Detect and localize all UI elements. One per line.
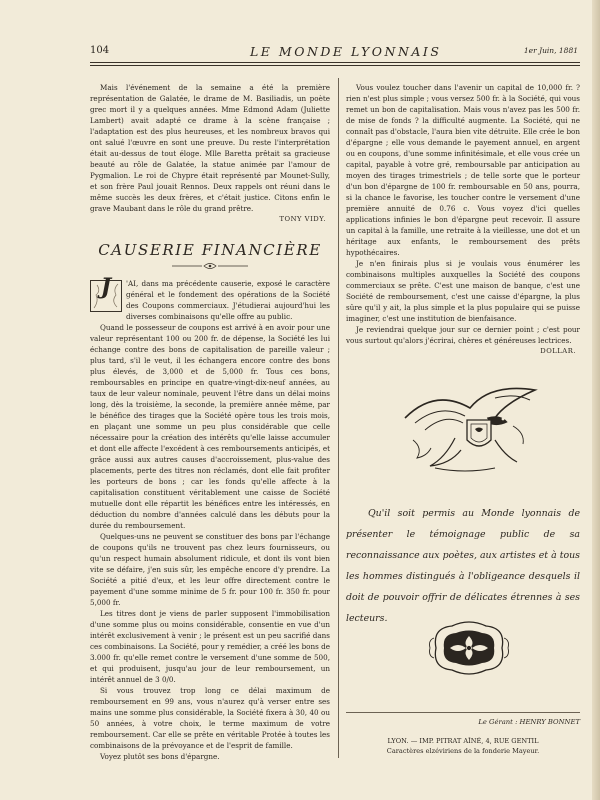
drop-cap-letter: J [100, 274, 112, 300]
typeface-credit: Caractères elzéviriens de la fonderie Mayeur. [386, 747, 540, 755]
section-heading: CAUSERIE FINANCIÈRE [98, 241, 322, 259]
journal-title: LE MONDE LYONNAIS [250, 44, 442, 59]
page-number: 104 [90, 45, 110, 56]
drop-cap-frame-icon [90, 274, 122, 312]
financial-signature: DOLLAR. [540, 347, 576, 355]
footer-rule [346, 712, 580, 713]
article-continued-paragraph-1: Vous voulez toucher dans l'avenir un capital de 10,000 fr. ? rien n'est plus simple ; vous versez 500 fr. à la Société, qui vous remet un bon de capitalisation. Mais vous n'avez pas les 500 fr. de mise de fonds ? la difficulté augmente. La Société, qui ne connaît pas d'obstacle, l'aura bien vite détruite. Elle crée le bon d'épargne ; elle vous demande le payement annuel, en argent ou en coupons, d'une somme infinitésimale, et elle vous crée un capital, payable à votre gré, remboursable par anticipation au moyen des tirages trimestriels ; de telle sorte que le porteur d'un bon d'épargne de 100 fr. remboursable en 50 ans, pourra, si la chance le favorise, les toucher contre le versement d'une première annuité de 0.76 c. Vous voyez d'ici quelles applications infinies le bon d'épargne peut recevoir. Il assure un capital à la famille, une retraite à la vieillesse, une dot et un héritage aux enfants, le remboursement des prêts hypothécaires. [346, 83, 580, 257]
running-header [90, 44, 580, 60]
theatre-signature: TONY VIDY. [279, 215, 326, 223]
issue-date: 1er Juin, 1881 [523, 46, 578, 55]
printer-imprint [346, 736, 580, 756]
header-rule-bottom [90, 65, 580, 66]
header-rule-top [90, 62, 580, 63]
printer-address: LYON. — IMP. PITRAT AÎNÉ, 4, RUE GENTIL [387, 737, 539, 745]
article-paragraph-3: Quelques-uns ne peuvent se constituer des bons par l'échange de coupons qu'ils ne trouvent pas chez leurs fournisseurs, ou qu'un respect humain absolument ridicule, et dont ils vont bien vite se défaire, j'en suis sûr, les empêche encore d'y prendre. La Société a pitié d'eux, et les leur offre directement contre le payement d'une somme minime de 5 fr. pour 100 fr. 350 fr. pour 5,000 fr. [90, 532, 330, 607]
article-paragraph-4: Les titres dont je viens de parler supposent l'immobilisation d'une somme plus ou moins considérable, consentie en vue d'un intérêt exclusivement à venir ; le présent est un peu sacrifié dans ces combinaisons. La Société, pour y remédier, a créé les bons de 3.000 fr. qu'elle remet contre le versement d'une somme de 500, et qui produisent, jusqu'au jour de leur remboursement, un intérêt annuel de 3 0/0. [90, 609, 330, 684]
article-continued-paragraph-2: Je n'en finirais plus si je voulais vous énumérer les combinaisons multiples auxquelles la Société des coupons commerciaux se prête. C'est une maison de banque, c'est une Société de remboursement, c'est une caisse d'épargne, la plus sûre qu'il y ait, la plus simple et la plus populaire qui se puisse imaginer, c'est une institution de bienfaisance. [346, 259, 580, 323]
gratitude-notice-text: Qu'il soit permis au Monde lyonnais de présenter le témoignage public de sa reconnaissance aux poètes, aux artistes et à tous les hommes distingués à l'obligeance desquels il doit de pouvoir offrir de délicates étrennes à ses lecteurs. [346, 508, 580, 624]
griffin-coat-of-arms-icon [395, 378, 545, 482]
right-column [346, 82, 580, 357]
article-paragraph-5: Si vous trouvez trop long ce délai maximum de remboursement en 99 ans, vous n'aurez qu'à verser entre ses mains une somme plus considérable, la Société fixera à 30, 40 ou 50 années, à votre choix, le terme maximum de votre remboursement. Car elle se prête en véritable Protée à toutes les combinaisons de la prévoyance et de l'esprit de famille. [90, 686, 330, 750]
article-paragraph-1: 'AI, dans ma précédente causerie, exposé le caractère général et le fondement des opérations de la Société des Coupons commerciaux. J'étudierai aujourd'hui les diverses combinaisons qu'elle offre au public. [126, 279, 330, 321]
theatre-review-paragraph: Mais l'événement de la semaine a été la première représentation de Galatée, le drame de M. Basiliadis, un poète grec mort il y a quelques années. Mme Edmond Adam (Juliette Lambert) avait adapté ce drame à la scène française ; l'adaptation est des plus heureuses, et les nombreux bravos qui ont salué l'œuvre en sont une preuve. Du reste l'interprétation était au-dessus de tout éloge. Mlle Baretta prêtait sa gracieuse beauté au rôle de Galatée, la statue animée par l'amour de Pygmalion. Le roi de Chypre était représenté par Mounet-Sully, et son frère Paul jouait Rennos. Deux rappels ont réuni dans le même succès les deux frères, et c'était justice. Citons enfin le grave Maubant dans le rôle du grand prêtre. [90, 83, 330, 213]
ornamental-rule-icon [90, 260, 330, 272]
left-column [90, 82, 330, 762]
page-edge-shadow [592, 0, 600, 800]
article-paragraph-6: Voyez plutôt ses bons d'épargne. [100, 752, 220, 761]
article-continued-paragraph-3: Je reviendrai quelque jour sur ce dernier point ; c'est pour vous surtout qu'alors j'écrirai, chères et généreuses lectrices. [346, 325, 580, 345]
floral-cartouche-icon [428, 620, 510, 680]
publisher-manager-line: Le Gérant : HENRY BONNET [478, 718, 580, 726]
gratitude-notice [346, 503, 580, 629]
article-paragraph-2: Quand le possesseur de coupons est arrivé à en avoir pour une valeur représentant 100 ou 200 fr. de dépense, la Société les lui échange contre des bons de capitalisation de pareille valeur ; plus tard, s'il le veut, il les échangera encore contre des bons plus élevés, de 3,000 et de 5,000 fr. Tous ces bons, remboursables en principe en quatre-vingt-dix-neuf années, au taux de leur valeur nominale, peuvent l'être dans un délai moins long, dès la troisième, la seconde, la première année même, par le bénéfice des tirages que la Société opère tous les trois mois, en plaçant une somme un peu plus considérable que celle nécessaire pour la création des intérêts qu'elle laisse accumuler et dont elle affecte l'excédent à ces remboursements anticipés, et grâce aussi aux autres causes d'accroissement, plus-value des placements, perte des titres non réclamés, dont elle fait profiter les porteurs de bons ; car les fonds qu'elle affecte à la capitalisation constituent véritablement une caisse de Société mutuelle dont elle répartit les bénéfices entre les intéressés, en déduction du nombre d'années calculé dans les débuts pour la durée du remboursement. [90, 323, 330, 530]
column-divider [338, 78, 339, 758]
